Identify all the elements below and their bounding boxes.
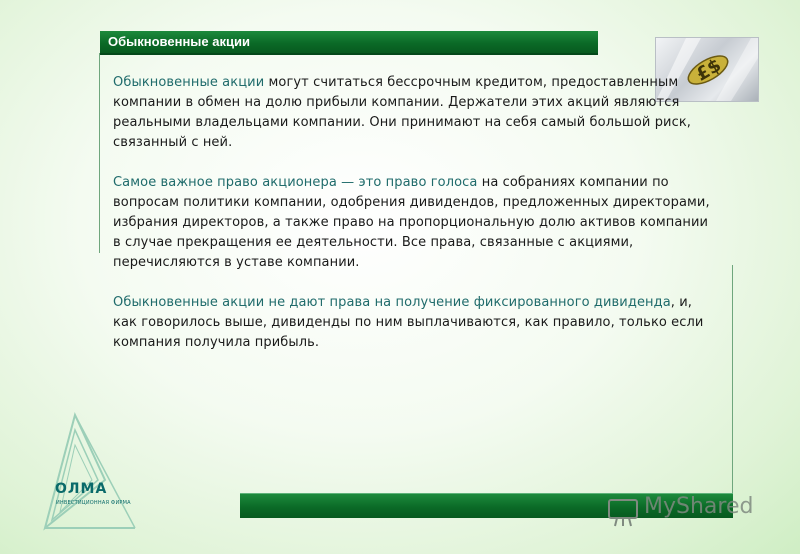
- logo-subtitle: ИНВЕСТИЦИОННАЯ ФИРМА: [56, 500, 131, 506]
- right-divider-line: [732, 265, 733, 495]
- slide-title: Обыкновенные акции: [108, 34, 250, 49]
- svg-text:£$: £$: [692, 54, 725, 86]
- paragraph-3-text: , и, как говорилось выше, дивиденды по ним выплачиваются, как правило, только если компания получила прибыль.: [113, 295, 704, 350]
- watermark-text: MyShared: [644, 494, 754, 519]
- paragraph-3: [113, 293, 718, 353]
- paragraph-3-highlight: Обыкновенные акции не дают права на получение фиксированного дивиденда: [113, 295, 671, 310]
- left-divider-line: [99, 53, 100, 253]
- paragraph-1-highlight: Обыкновенные акции: [113, 75, 265, 90]
- paragraph-2: [113, 173, 718, 273]
- paragraph-1-text: могут считаться бессрочным кредитом, предоставленным компании в обмен на долю прибыли компании. Держатели этих акций являются реальными владельцами компании. Они принимают на себя самый большой риск, связанный с ней.: [113, 75, 692, 150]
- paragraph-1: [113, 73, 718, 153]
- slide-title-bar: [100, 31, 598, 55]
- olma-logo-icon: [40, 410, 140, 535]
- slide-body: [113, 73, 718, 373]
- paragraph-2-text: на собраниях компании по вопросам политики компании, одобрения дивидендов, предложенных директорами, избрания директоров, а также право на пропорциональную долю активов компании в случае прекращения ее деятельности. Все права, связанные с акциями, перечисляются в уставе компании.: [113, 175, 710, 270]
- logo-name: ОЛМА: [55, 481, 108, 497]
- paragraph-2-highlight: Самое важное право акционера — это право голоса: [113, 175, 478, 190]
